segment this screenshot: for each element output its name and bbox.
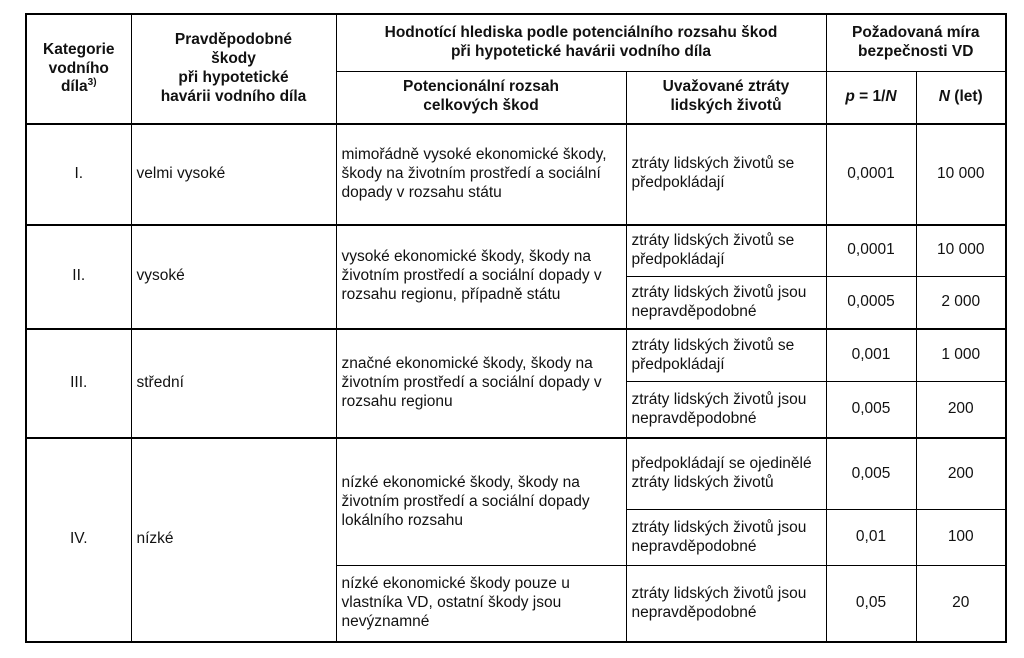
potential-cell: nízké ekonomické škody pouze u vlastníka VD, ostatní škody jsou nevýznamné	[336, 566, 626, 642]
return-period-cell: 10 000	[916, 124, 1006, 225]
losses-cell: předpokládají se ojedinělé ztráty lidských životů	[626, 438, 826, 510]
probability-cell: 0,05	[826, 566, 916, 642]
header-return-period: N (let)	[916, 71, 1006, 124]
header-probability: p = 1/N	[826, 71, 916, 124]
category-cell: IV.	[26, 438, 131, 642]
header-probable-damage: Pravděpodobné škody při hypotetické havárii vodního díla	[131, 14, 336, 124]
return-period-cell: 200	[916, 438, 1006, 510]
return-period-cell: 20	[916, 566, 1006, 642]
damage-cell: střední	[131, 329, 336, 438]
table-row	[26, 329, 1006, 382]
potential-cell: nízké ekonomické škody, škody na životním prostředí a sociální dopady lokálního rozsahu	[336, 438, 626, 566]
potential-cell: mimořádně vysoké ekonomické škody, škody na životním prostředí a sociální dopady v rozsahu státu	[336, 124, 626, 225]
header-life-losses: Uvažované ztráty lidských životů	[626, 71, 826, 124]
probability-cell: 0,01	[826, 510, 916, 566]
losses-cell: ztráty lidských životů jsou nepravděpodobné	[626, 510, 826, 566]
return-period-cell: 100	[916, 510, 1006, 566]
losses-cell: ztráty lidských životů se předpokládají	[626, 329, 826, 382]
header-assessment-criteria: Hodnotící hlediska podle potenciálního rozsahu škod při hypotetické havárii vodního díla	[336, 14, 826, 71]
damage-cell: velmi vysoké	[131, 124, 336, 225]
return-period-cell: 1 000	[916, 329, 1006, 382]
probability-cell: 0,001	[826, 329, 916, 382]
return-period-cell: 200	[916, 382, 1006, 438]
potential-cell: vysoké ekonomické škody, škody na životním prostředí a sociální dopady v rozsahu regionu, případně státu	[336, 225, 626, 330]
header-potential-damage: Potencionální rozsah celkových škod	[336, 71, 626, 124]
table-row	[26, 225, 1006, 277]
return-period-cell: 10 000	[916, 225, 1006, 277]
losses-cell: ztráty lidských životů se předpokládají	[626, 124, 826, 225]
probability-cell: 0,0001	[826, 225, 916, 277]
table-row	[26, 438, 1006, 510]
category-cell: III.	[26, 329, 131, 438]
losses-cell: ztráty lidských životů jsou nepravděpodobné	[626, 382, 826, 438]
probability-cell: 0,0001	[826, 124, 916, 225]
return-period-cell: 2 000	[916, 276, 1006, 329]
losses-cell: ztráty lidských životů jsou nepravděpodobné	[626, 566, 826, 642]
damage-cell: nízké	[131, 438, 336, 642]
losses-cell: ztráty lidských životů se předpokládají	[626, 225, 826, 277]
safety-category-table	[25, 13, 1007, 643]
header-required-safety: Požadovaná míra bezpečnosti VD	[826, 14, 1006, 71]
category-cell: II.	[26, 225, 131, 330]
probability-cell: 0,0005	[826, 276, 916, 329]
damage-cell: vysoké	[131, 225, 336, 330]
category-cell: I.	[26, 124, 131, 225]
losses-cell: ztráty lidských životů jsou nepravděpodobné	[626, 276, 826, 329]
potential-cell: značné ekonomické škody, škody na životním prostředí a sociální dopady v rozsahu regionu	[336, 329, 626, 438]
probability-cell: 0,005	[826, 382, 916, 438]
header-category: Kategorie vodního díla$^{3)}$	[26, 14, 131, 124]
table-row	[26, 124, 1006, 225]
probability-cell: 0,005	[826, 438, 916, 510]
